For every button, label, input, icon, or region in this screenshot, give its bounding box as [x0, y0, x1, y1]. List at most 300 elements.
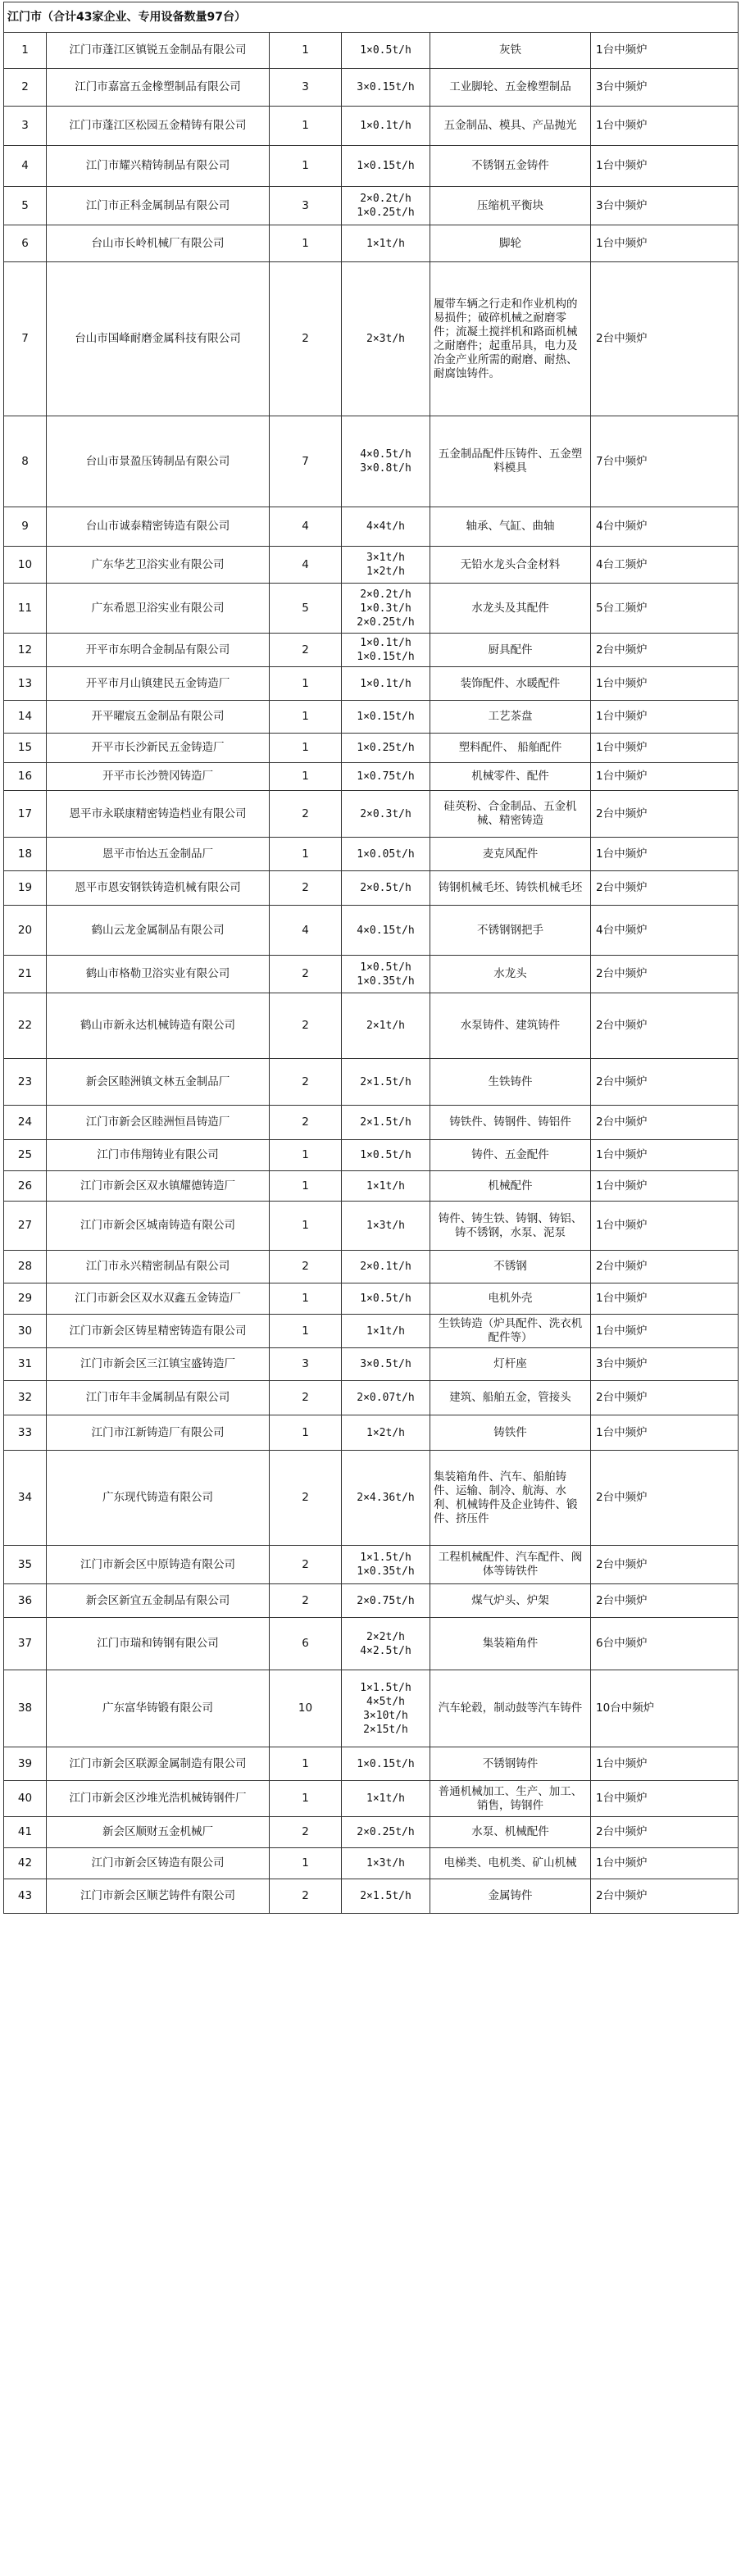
cell-capacity: 4×4t/h — [342, 507, 430, 547]
cell-product: 轴承、气缸、曲轴 — [430, 507, 591, 547]
table-row — [4, 1171, 739, 1202]
table-row — [4, 1202, 739, 1251]
cell-equipment: 4台中频炉 — [591, 906, 739, 956]
cell-company: 开平市东明合金制品有限公司 — [47, 634, 270, 667]
cell-product: 水龙头及其配件 — [430, 584, 591, 634]
table-row — [4, 701, 739, 734]
cell-equipment: 2台中频炉 — [591, 1584, 739, 1618]
cell-company: 台山市长岭机械厂有限公司 — [47, 225, 270, 262]
cell-company: 台山市诚泰精密铸造有限公司 — [47, 507, 270, 547]
cell-index: 24 — [4, 1106, 47, 1140]
cell-device-count: 4 — [270, 507, 342, 547]
cell-device-count: 1 — [270, 1315, 342, 1348]
cell-equipment: 2台中频炉 — [591, 791, 739, 838]
cell-product: 煤气炉头、炉架 — [430, 1584, 591, 1618]
cell-product: 集装箱角件 — [430, 1618, 591, 1670]
cell-product: 生铁铸件 — [430, 1059, 591, 1106]
cell-product: 集装箱角件、汽车、船舶铸件、运输、制冷、航海、水利、机械铸件及企业铸件、锻件、挤压件 — [430, 1451, 591, 1546]
cell-capacity: 2×0.2t/h 1×0.3t/h 2×0.25t/h — [342, 584, 430, 634]
cell-product: 不锈钢铸件 — [430, 1747, 591, 1781]
cell-index: 18 — [4, 838, 47, 871]
table-row — [4, 1348, 739, 1381]
cell-capacity: 2×0.1t/h — [342, 1251, 430, 1283]
cell-capacity: 2×0.2t/h 1×0.25t/h — [342, 187, 430, 225]
cell-company: 广东富华铸锻有限公司 — [47, 1670, 270, 1747]
cell-product: 装饰配件、水暖配件 — [430, 667, 591, 701]
cell-device-count: 1 — [270, 838, 342, 871]
table-title: 江门市（合计43家企业、专用设备数量97台） — [4, 2, 739, 33]
cell-company: 江门市新会区三江镇宝盛铸造厂 — [47, 1348, 270, 1381]
cell-equipment: 1台中频炉 — [591, 33, 739, 69]
cell-index: 36 — [4, 1584, 47, 1618]
cell-device-count: 2 — [270, 1251, 342, 1283]
cell-index: 27 — [4, 1202, 47, 1251]
cell-device-count: 1 — [270, 1140, 342, 1171]
cell-index: 17 — [4, 791, 47, 838]
cell-company: 新会区新宜五金制品有限公司 — [47, 1584, 270, 1618]
cell-equipment: 10台中频炉 — [591, 1670, 739, 1747]
cell-product: 五金制品、模具、产品抛光 — [430, 107, 591, 146]
cell-device-count: 2 — [270, 871, 342, 906]
cell-equipment: 2台中频炉 — [591, 993, 739, 1059]
cell-index: 42 — [4, 1848, 47, 1879]
cell-device-count: 1 — [270, 1848, 342, 1879]
table-row — [4, 262, 739, 416]
cell-capacity: 2×0.75t/h — [342, 1584, 430, 1618]
table-row — [4, 956, 739, 993]
cell-index: 9 — [4, 507, 47, 547]
cell-equipment: 7台中频炉 — [591, 416, 739, 507]
cell-device-count: 1 — [270, 667, 342, 701]
cell-equipment: 1台中频炉 — [591, 701, 739, 734]
cell-capacity: 3×0.15t/h — [342, 69, 430, 107]
table-row — [4, 1381, 739, 1415]
cell-equipment: 2台中频炉 — [591, 1381, 739, 1415]
cell-company: 江门市新会区睦洲恒昌铸造厂 — [47, 1106, 270, 1140]
cell-capacity: 1×0.5t/h 1×0.35t/h — [342, 956, 430, 993]
table-row — [4, 1546, 739, 1584]
cell-index: 12 — [4, 634, 47, 667]
cell-index: 7 — [4, 262, 47, 416]
cell-capacity: 2×0.3t/h — [342, 791, 430, 838]
cell-company: 江门市瑞和铸钢有限公司 — [47, 1618, 270, 1670]
cell-product: 不锈钢五金铸件 — [430, 146, 591, 187]
cell-equipment: 2台中频炉 — [591, 262, 739, 416]
cell-index: 32 — [4, 1381, 47, 1415]
enterprise-table-sheet — [3, 2, 738, 1914]
cell-equipment: 4台中频炉 — [591, 507, 739, 547]
table-title-row — [4, 2, 739, 33]
cell-index: 11 — [4, 584, 47, 634]
cell-product: 建筑、船舶五金，管接头 — [430, 1381, 591, 1415]
cell-capacity: 2×0.25t/h — [342, 1817, 430, 1848]
cell-capacity: 1×0.05t/h — [342, 838, 430, 871]
cell-capacity: 4×0.5t/h 3×0.8t/h — [342, 416, 430, 507]
cell-device-count: 1 — [270, 1202, 342, 1251]
cell-equipment: 3台中频炉 — [591, 69, 739, 107]
table-row — [4, 1747, 739, 1781]
cell-index: 29 — [4, 1283, 47, 1315]
cell-index: 41 — [4, 1817, 47, 1848]
cell-product: 汽车轮毂，制动鼓等汽车铸件 — [430, 1670, 591, 1747]
cell-equipment: 1台中频炉 — [591, 734, 739, 763]
cell-capacity: 2×1.5t/h — [342, 1059, 430, 1106]
cell-index: 8 — [4, 416, 47, 507]
cell-capacity: 1×3t/h — [342, 1202, 430, 1251]
cell-product: 铸铁件、铸钢件、铸铝件 — [430, 1106, 591, 1140]
cell-equipment: 3台中频炉 — [591, 1348, 739, 1381]
table-row — [4, 1848, 739, 1879]
cell-company: 开平市月山镇建民五金铸造厂 — [47, 667, 270, 701]
cell-index: 34 — [4, 1451, 47, 1546]
table-row — [4, 993, 739, 1059]
cell-device-count: 3 — [270, 187, 342, 225]
cell-equipment: 1台中频炉 — [591, 146, 739, 187]
cell-capacity: 1×0.1t/h — [342, 107, 430, 146]
cell-capacity: 4×0.15t/h — [342, 906, 430, 956]
cell-index: 25 — [4, 1140, 47, 1171]
cell-company: 新会区睦洲镇文林五金制品厂 — [47, 1059, 270, 1106]
cell-company: 江门市正科金属制品有限公司 — [47, 187, 270, 225]
cell-index: 4 — [4, 146, 47, 187]
cell-capacity: 3×1t/h 1×2t/h — [342, 547, 430, 584]
cell-company: 广东华艺卫浴实业有限公司 — [47, 547, 270, 584]
cell-capacity: 2×1.5t/h — [342, 1106, 430, 1140]
cell-device-count: 1 — [270, 107, 342, 146]
table-row — [4, 1879, 739, 1914]
table-row — [4, 547, 739, 584]
cell-equipment: 1台中频炉 — [591, 1202, 739, 1251]
cell-product: 灯杆座 — [430, 1348, 591, 1381]
cell-equipment: 1台中频炉 — [591, 1415, 739, 1451]
cell-product: 铸件、铸生铁、铸钢、铸铝、铸不锈钢，水泵、泥泵 — [430, 1202, 591, 1251]
cell-product: 铸铁件 — [430, 1415, 591, 1451]
cell-capacity: 2×0.5t/h — [342, 871, 430, 906]
cell-company: 江门市蓬江区松园五金精铸有限公司 — [47, 107, 270, 146]
cell-capacity: 1×2t/h — [342, 1415, 430, 1451]
cell-company: 江门市耀兴精铸制品有限公司 — [47, 146, 270, 187]
cell-capacity: 1×1.5t/h 1×0.35t/h — [342, 1546, 430, 1584]
table-row — [4, 791, 739, 838]
cell-device-count: 1 — [270, 734, 342, 763]
table-row — [4, 1140, 739, 1171]
cell-device-count: 1 — [270, 146, 342, 187]
cell-capacity: 1×1t/h — [342, 1781, 430, 1817]
cell-company: 江门市新会区城南铸造有限公司 — [47, 1202, 270, 1251]
cell-company: 鹤山市新永达机械铸造有限公司 — [47, 993, 270, 1059]
cell-equipment: 2台中频炉 — [591, 871, 739, 906]
cell-product: 水龙头 — [430, 956, 591, 993]
cell-device-count: 5 — [270, 584, 342, 634]
cell-index: 33 — [4, 1415, 47, 1451]
cell-capacity: 2×4.36t/h — [342, 1451, 430, 1546]
cell-company: 江门市蓬江区镇锐五金制品有限公司 — [47, 33, 270, 69]
cell-product: 塑料配件、 船舶配件 — [430, 734, 591, 763]
cell-company: 广东希恩卫浴实业有限公司 — [47, 584, 270, 634]
cell-capacity: 1×0.5t/h — [342, 1283, 430, 1315]
table-row — [4, 734, 739, 763]
cell-company: 江门市新会区铸星精密铸造有限公司 — [47, 1315, 270, 1348]
cell-equipment: 1台中频炉 — [591, 667, 739, 701]
cell-index: 38 — [4, 1670, 47, 1747]
cell-product: 五金制品配件压铸件、五金塑料模具 — [430, 416, 591, 507]
cell-equipment: 1台中频炉 — [591, 763, 739, 791]
cell-device-count: 1 — [270, 1283, 342, 1315]
cell-product: 硅英粉、合金制品、五金机械、精密铸造 — [430, 791, 591, 838]
cell-product: 电梯类、电机类、矿山机械 — [430, 1848, 591, 1879]
cell-index: 2 — [4, 69, 47, 107]
cell-equipment: 1台中频炉 — [591, 1315, 739, 1348]
cell-company: 江门市新会区双水镇耀德铸造厂 — [47, 1171, 270, 1202]
cell-product: 生铁铸造（炉具配件、洗衣机配件等） — [430, 1315, 591, 1348]
cell-company: 恩平市恩安钢铁铸造机械有限公司 — [47, 871, 270, 906]
cell-index: 39 — [4, 1747, 47, 1781]
cell-company: 江门市新会区双水双鑫五金铸造厂 — [47, 1283, 270, 1315]
table-row — [4, 838, 739, 871]
cell-product: 麦克风配件 — [430, 838, 591, 871]
cell-device-count: 1 — [270, 225, 342, 262]
cell-device-count: 2 — [270, 1546, 342, 1584]
table-row — [4, 763, 739, 791]
table-row — [4, 1670, 739, 1747]
cell-device-count: 6 — [270, 1618, 342, 1670]
cell-index: 35 — [4, 1546, 47, 1584]
cell-device-count: 1 — [270, 1171, 342, 1202]
cell-index: 30 — [4, 1315, 47, 1348]
cell-equipment: 2台中频炉 — [591, 1546, 739, 1584]
table-row — [4, 634, 739, 667]
table-row — [4, 1817, 739, 1848]
cell-equipment: 2台中频炉 — [591, 1451, 739, 1546]
cell-index: 10 — [4, 547, 47, 584]
cell-product: 不锈钢钢把手 — [430, 906, 591, 956]
cell-device-count: 2 — [270, 1879, 342, 1914]
cell-equipment: 2台中频炉 — [591, 1106, 739, 1140]
table-row — [4, 871, 739, 906]
cell-product: 普通机械加工、生产、加工、销售，铸钢件 — [430, 1781, 591, 1817]
table-row — [4, 107, 739, 146]
table-row — [4, 187, 739, 225]
cell-equipment: 1台中频炉 — [591, 1171, 739, 1202]
table-row — [4, 1106, 739, 1140]
cell-capacity: 1×3t/h — [342, 1848, 430, 1879]
table-row — [4, 416, 739, 507]
cell-company: 江门市永兴精密制品有限公司 — [47, 1251, 270, 1283]
cell-company: 江门市伟翔铸业有限公司 — [47, 1140, 270, 1171]
table-row — [4, 1283, 739, 1315]
cell-index: 6 — [4, 225, 47, 262]
cell-product: 铸件、五金配件 — [430, 1140, 591, 1171]
cell-capacity: 1×1t/h — [342, 225, 430, 262]
cell-index: 31 — [4, 1348, 47, 1381]
cell-company: 江门市新会区中原铸造有限公司 — [47, 1546, 270, 1584]
cell-device-count: 1 — [270, 763, 342, 791]
table-row — [4, 584, 739, 634]
cell-company: 江门市新会区联源金属制造有限公司 — [47, 1747, 270, 1781]
cell-equipment: 2台中频炉 — [591, 956, 739, 993]
cell-equipment: 1台中频炉 — [591, 1781, 739, 1817]
cell-index: 16 — [4, 763, 47, 791]
cell-product: 机械配件 — [430, 1171, 591, 1202]
cell-capacity: 1×0.25t/h — [342, 734, 430, 763]
cell-capacity: 2×1.5t/h — [342, 1879, 430, 1914]
cell-device-count: 2 — [270, 1106, 342, 1140]
cell-device-count: 2 — [270, 634, 342, 667]
table-row — [4, 1415, 739, 1451]
cell-product: 工业脚轮、五金橡塑制品 — [430, 69, 591, 107]
cell-device-count: 2 — [270, 262, 342, 416]
cell-capacity: 2×3t/h — [342, 262, 430, 416]
cell-capacity: 2×1t/h — [342, 993, 430, 1059]
cell-index: 22 — [4, 993, 47, 1059]
cell-device-count: 2 — [270, 1059, 342, 1106]
cell-device-count: 10 — [270, 1670, 342, 1747]
table-row — [4, 667, 739, 701]
cell-company: 江门市新会区顺艺铸件有限公司 — [47, 1879, 270, 1914]
cell-equipment: 2台中频炉 — [591, 1879, 739, 1914]
cell-equipment: 1台中频炉 — [591, 1848, 739, 1879]
cell-product: 不锈钢 — [430, 1251, 591, 1283]
table-row — [4, 69, 739, 107]
cell-device-count: 7 — [270, 416, 342, 507]
cell-index: 28 — [4, 1251, 47, 1283]
cell-device-count: 2 — [270, 993, 342, 1059]
cell-equipment: 2台中频炉 — [591, 1251, 739, 1283]
cell-company: 江门市嘉富五金橡塑制品有限公司 — [47, 69, 270, 107]
table-row — [4, 1315, 739, 1348]
cell-product: 脚轮 — [430, 225, 591, 262]
cell-product: 无铅水龙头合金材料 — [430, 547, 591, 584]
cell-company: 江门市新会区铸造有限公司 — [47, 1848, 270, 1879]
cell-product: 金属铸件 — [430, 1879, 591, 1914]
cell-company: 开平市长沙新民五金铸造厂 — [47, 734, 270, 763]
cell-index: 3 — [4, 107, 47, 146]
cell-capacity: 1×0.1t/h 1×0.15t/h — [342, 634, 430, 667]
cell-device-count: 2 — [270, 791, 342, 838]
cell-company: 恩平市怡达五金制品厂 — [47, 838, 270, 871]
cell-device-count: 2 — [270, 1817, 342, 1848]
cell-equipment: 3台中频炉 — [591, 187, 739, 225]
cell-product: 工艺茶盘 — [430, 701, 591, 734]
cell-product: 工程机械配件、汽车配件、阀体等铸铁件 — [430, 1546, 591, 1584]
cell-equipment: 1台中频炉 — [591, 838, 739, 871]
cell-equipment: 1台中频炉 — [591, 1747, 739, 1781]
cell-company: 台山市国峰耐磨金属科技有限公司 — [47, 262, 270, 416]
table-row — [4, 1059, 739, 1106]
table-row — [4, 1451, 739, 1546]
cell-device-count: 4 — [270, 547, 342, 584]
cell-device-count: 1 — [270, 33, 342, 69]
cell-index: 14 — [4, 701, 47, 734]
table-row — [4, 146, 739, 187]
cell-product: 水泵、机械配件 — [430, 1817, 591, 1848]
cell-company: 鹤山市格勒卫浴实业有限公司 — [47, 956, 270, 993]
cell-index: 19 — [4, 871, 47, 906]
cell-equipment: 2台中频炉 — [591, 634, 739, 667]
cell-equipment: 6台中频炉 — [591, 1618, 739, 1670]
cell-company: 新会区顺财五金机械厂 — [47, 1817, 270, 1848]
cell-device-count: 1 — [270, 1747, 342, 1781]
cell-company: 开平市长沙赞冈铸造厂 — [47, 763, 270, 791]
cell-product: 机械零件、配件 — [430, 763, 591, 791]
cell-capacity: 1×0.5t/h — [342, 33, 430, 69]
cell-equipment: 5台工频炉 — [591, 584, 739, 634]
cell-company: 广东现代铸造有限公司 — [47, 1451, 270, 1546]
cell-device-count: 3 — [270, 69, 342, 107]
cell-index: 21 — [4, 956, 47, 993]
cell-capacity: 1×1t/h — [342, 1315, 430, 1348]
cell-capacity: 1×0.15t/h — [342, 146, 430, 187]
cell-index: 20 — [4, 906, 47, 956]
cell-product: 厨具配件 — [430, 634, 591, 667]
cell-product: 水泵铸件、建筑铸件 — [430, 993, 591, 1059]
cell-index: 40 — [4, 1781, 47, 1817]
cell-capacity: 2×2t/h 4×2.5t/h — [342, 1618, 430, 1670]
cell-capacity: 1×0.75t/h — [342, 763, 430, 791]
table-row — [4, 507, 739, 547]
cell-device-count: 2 — [270, 1451, 342, 1546]
cell-device-count: 4 — [270, 906, 342, 956]
cell-equipment: 1台中频炉 — [591, 107, 739, 146]
cell-device-count: 2 — [270, 1584, 342, 1618]
cell-equipment: 1台中频炉 — [591, 1283, 739, 1315]
table-row — [4, 33, 739, 69]
cell-company: 江门市年丰金属制品有限公司 — [47, 1381, 270, 1415]
cell-capacity: 2×0.07t/h — [342, 1381, 430, 1415]
cell-equipment: 1台中频炉 — [591, 225, 739, 262]
table-row — [4, 1781, 739, 1817]
cell-device-count: 2 — [270, 1381, 342, 1415]
cell-device-count: 1 — [270, 701, 342, 734]
cell-device-count: 1 — [270, 1781, 342, 1817]
cell-product: 铸钢机械毛坯、铸铁机械毛坯 — [430, 871, 591, 906]
cell-device-count: 3 — [270, 1348, 342, 1381]
cell-equipment: 4台工频炉 — [591, 547, 739, 584]
table-row — [4, 1584, 739, 1618]
table-row — [4, 1251, 739, 1283]
cell-product: 灰铁 — [430, 33, 591, 69]
cell-capacity: 3×0.5t/h — [342, 1348, 430, 1381]
cell-device-count: 2 — [270, 956, 342, 993]
cell-company: 鹤山云龙金属制品有限公司 — [47, 906, 270, 956]
cell-capacity: 1×1.5t/h 4×5t/h 3×10t/h 2×15t/h — [342, 1670, 430, 1747]
cell-capacity: 1×0.15t/h — [342, 701, 430, 734]
enterprise-table — [3, 2, 739, 1914]
cell-index: 26 — [4, 1171, 47, 1202]
cell-capacity: 1×1t/h — [342, 1171, 430, 1202]
cell-company: 台山市景盈压铸制品有限公司 — [47, 416, 270, 507]
cell-capacity: 1×0.15t/h — [342, 1747, 430, 1781]
table-row — [4, 1618, 739, 1670]
cell-equipment: 2台中频炉 — [591, 1059, 739, 1106]
cell-product: 压缩机平衡块 — [430, 187, 591, 225]
cell-company: 开平曜宸五金制品有限公司 — [47, 701, 270, 734]
cell-index: 5 — [4, 187, 47, 225]
cell-index: 13 — [4, 667, 47, 701]
cell-index: 15 — [4, 734, 47, 763]
cell-index: 23 — [4, 1059, 47, 1106]
table-row — [4, 225, 739, 262]
cell-capacity: 1×0.1t/h — [342, 667, 430, 701]
cell-index: 1 — [4, 33, 47, 69]
cell-product: 电机外壳 — [430, 1283, 591, 1315]
cell-equipment: 2台中频炉 — [591, 1817, 739, 1848]
cell-company: 江门市江新铸造厂有限公司 — [47, 1415, 270, 1451]
cell-capacity: 1×0.5t/h — [342, 1140, 430, 1171]
cell-device-count: 1 — [270, 1415, 342, 1451]
cell-equipment: 1台中频炉 — [591, 1140, 739, 1171]
cell-company: 江门市新会区沙堆光浩机械铸钢件厂 — [47, 1781, 270, 1817]
